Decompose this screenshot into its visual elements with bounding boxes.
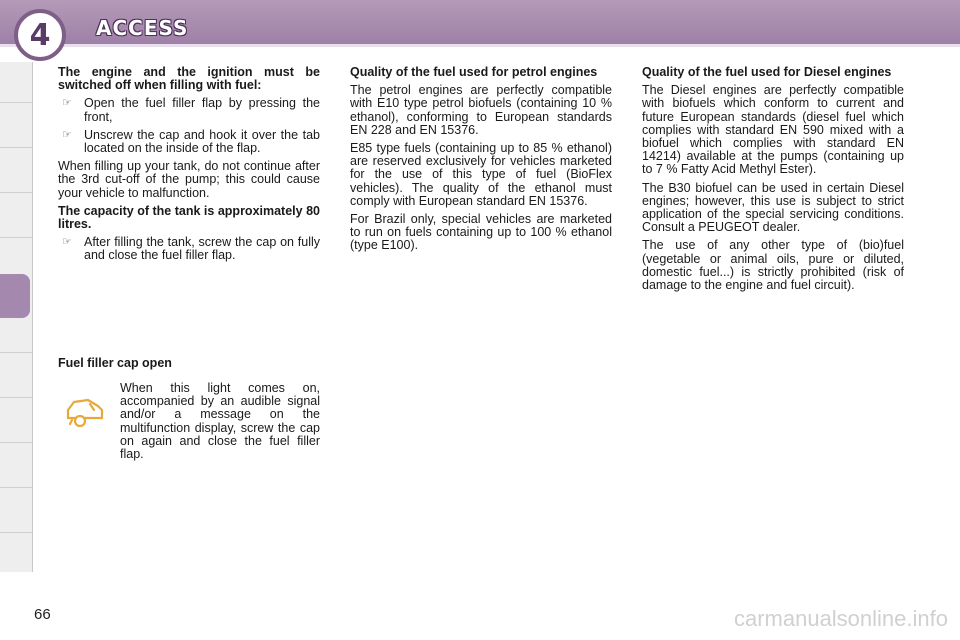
side-tab-divider [0,102,32,103]
side-tab-divider [0,237,32,238]
watermark: carmanualsonline.info [733,606,948,631]
section-title: ACCESS [96,16,189,40]
hand-pointer-icon: ☞ [62,128,72,141]
bullet-item [58,97,320,123]
side-tab-divider [0,532,32,533]
side-tab-active[interactable] [0,274,30,318]
column-left [58,66,320,268]
bullet-item [58,236,320,262]
filling-paragraph: When filling up your tank, do not continue after the 3rd cut-off of the pump; this could cause your vehicle to malfunction. [58,159,320,200]
chapter-number-badge: 4 [14,9,66,61]
capacity-heading: The capacity of the tank is approximately 80 litres. [58,203,320,232]
diesel-paragraph: The Diesel engines are perfectly compatible with biofuels which conform to current and future European standards (diesel fuel which complies with standard EN 590 mixed with a biofuel which complies with standard EN 14214) available at the pumps (containing up to 7 % Fatty Acid Methyl Ester). [642,83,904,177]
side-chapter-tabs [0,62,33,572]
hand-pointer-icon: ☞ [62,236,72,249]
bullet-text: Open the fuel filler flap by pressing the front, [84,96,320,124]
diesel-heading: Quality of the fuel used for Diesel engines [642,65,892,79]
petrol-paragraph: E85 type fuels (containing up to 85 % ethanol) are reserved exclusively for vehicles marketed for the use of this type of fuel (BioFlex vehicles). The quality of the ethanol must comply with European standard EN 15376. [350,141,612,208]
warning-text: When this light comes on, accompanied by an audible signal and/or a message on the multifunction display, screw the cap on again and close the fuel filler flap. [120,381,320,462]
diesel-paragraph: The use of any other type of (bio)fuel (vegetable or animal oils, pure or diluted, domestic fuel...) is strictly prohibited (risk of damage to the engine and fuel circuit). [642,238,904,293]
side-tab-divider [0,442,32,443]
warning-heading-block [58,357,320,375]
side-tab-divider [0,147,32,148]
side-tab-divider [0,397,32,398]
hand-pointer-icon: ☞ [62,97,72,110]
fuel-cap-warning-icon [64,394,106,432]
diesel-paragraph: The B30 biofuel can be used in certain Diesel engines; however, this use is subject to strict application of the special servicing conditions. Consult a PEUGEOT dealer. [642,180,904,235]
petrol-heading: Quality of the fuel used for petrol engines [350,65,598,79]
side-tab-divider [0,192,32,193]
warning-block [58,382,320,472]
ignition-heading: The engine and the ignition must be switched off when filling with fuel: [58,65,320,93]
page-number: 66 [34,606,51,623]
column-right [642,66,904,297]
petrol-paragraph: For Brazil only, special vehicles are marketed to run on fuels containing up to 100 % ethanol (type E100). [350,212,612,253]
bullet-text: After filling the tank, screw the cap on fully and close the fuel filler flap. [84,235,320,263]
column-middle [350,66,612,258]
bullet-item [58,129,320,155]
side-tab-divider [0,352,32,353]
bullet-text: Unscrew the cap and hook it over the tab located on the inside of the flap. [84,127,320,156]
warning-heading: Fuel filler cap open [58,356,172,370]
petrol-paragraph: The petrol engines are perfectly compatible with E10 type petrol biofuels (containing 10 % ethanol), conforming to European standards EN 228 and EN 15376. [350,83,612,137]
side-tab-divider [0,487,32,488]
header-divider [0,44,960,47]
